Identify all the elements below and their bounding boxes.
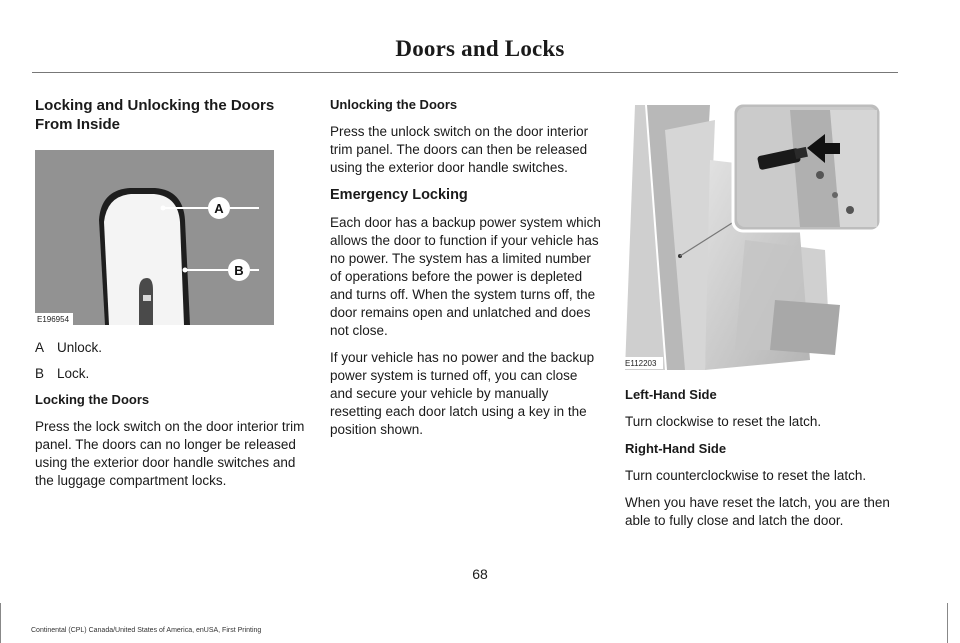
- column-right: [625, 100, 900, 539]
- page-title: Doors and Locks: [395, 36, 565, 61]
- header-divider: [32, 72, 898, 73]
- paragraph-emergency-2: If your vehicle has no power and the backup power system is turned off, you can close and secure your vehicle by manually resetting each door latch using a key in the position shown.: [330, 350, 595, 437]
- page-number: 68: [472, 566, 488, 582]
- callout-a-label: A: [214, 201, 224, 216]
- latch-instructions: [625, 386, 900, 530]
- footer-edition: Continental (CPL) Canada/United States of America, enUSA, First Printing: [31, 627, 262, 634]
- legend-key: A: [35, 340, 45, 355]
- crop-mark-right: [947, 603, 948, 643]
- paragraph-reset-latch: When you have reset the latch, you are then able to fully close and latch the door.: [625, 495, 890, 528]
- paragraph-right-hand-side: Turn counterclockwise to reset the latch.: [625, 468, 867, 483]
- legend-row: [35, 365, 307, 383]
- subheading-unlocking: Unlocking the Doors: [330, 97, 458, 112]
- legend-row: [35, 339, 307, 357]
- paragraph-emergency-1: Each door has a backup power system which allows the door to function if your vehicle has no power. The system has a limited number of operations before the power is depleted and turns off. When the system turns off, the door remains open and unlatched and does not close.: [330, 215, 601, 338]
- figure-code: E196954: [37, 315, 70, 324]
- column-left: [35, 96, 307, 499]
- latch-inset: [733, 103, 881, 231]
- legend-key: B: [35, 366, 45, 381]
- subheading-right-hand-side: Right-Hand Side: [625, 441, 727, 456]
- subheading-locking: Locking the Doors: [35, 392, 150, 407]
- section-heading-emergency: Emergency Locking: [330, 187, 468, 203]
- figure-door-latch: [625, 100, 883, 370]
- figure-code: E112203: [625, 359, 657, 368]
- paragraph-unlocking: Press the unlock switch on the door interior trim panel. The doors can then be released using the exterior door handle switches.: [330, 124, 589, 175]
- legend-text: Unlock.: [57, 340, 103, 355]
- callout-b-label: B: [234, 263, 244, 278]
- door-switch-illustration: [35, 150, 274, 325]
- paragraph-left-hand-side: Turn clockwise to reset the latch.: [625, 414, 822, 429]
- subheading-left-hand-side: Left-Hand Side: [625, 387, 717, 402]
- figure-door-switch: [35, 150, 274, 325]
- door-latch-illustration: [625, 100, 883, 370]
- legend-text: Lock.: [57, 366, 90, 381]
- column-middle: [330, 96, 602, 448]
- figure-legend: [35, 339, 307, 383]
- section-heading-inside-locking: Locking and Unlocking the Doors From Inside: [35, 97, 275, 133]
- paragraph-locking: Press the lock switch on the door interior trim panel. The doors can no longer be released using the exterior door handle switches and the luggage compartment locks.: [35, 419, 305, 488]
- crop-mark-left: [0, 603, 13, 643]
